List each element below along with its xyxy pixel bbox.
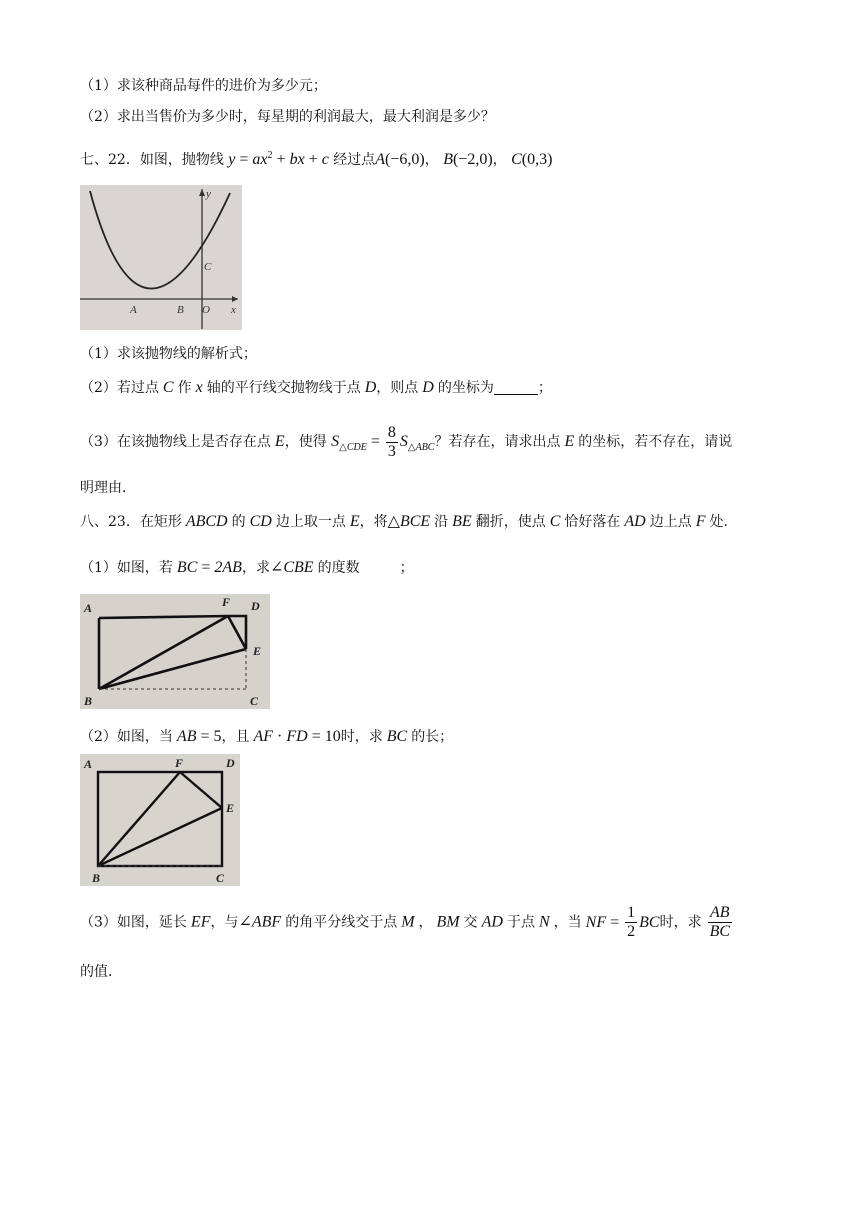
q22-part3: （3）在该抛物线上是否存在点 E，使得 $S_{\triangle CDE}$ = $\frac{8}{3}$ $S_{\triangle ABC}$？若存在，请求出点 E 的坐标，若不存在，请说 <box>80 424 733 460</box>
q23-part3-cont: 的值． <box>80 964 122 980</box>
q22-part1: （1）求该抛物线的解析式； <box>80 346 257 362</box>
label-c: C <box>216 871 225 885</box>
label-d: D <box>251 599 260 613</box>
label-o: O <box>202 304 210 316</box>
y-axis-label: y <box>206 188 211 200</box>
label-b: B <box>177 304 184 316</box>
label-e: E <box>226 801 235 815</box>
x-axis-label: x <box>231 304 236 316</box>
label-b: B <box>84 694 93 708</box>
parabola-equation: $y = ax^2$ + bx + c <box>228 150 329 168</box>
label-b: B <box>92 871 101 885</box>
q22-part2: （2）若过点 C 作 x 轴的平行线交抛物线于点 D，则点 D 的坐标为 ； <box>80 379 552 396</box>
q22-part3-cont: 明理由． <box>80 480 136 496</box>
label-a: A <box>84 601 93 615</box>
rectangle-figure-2 <box>80 754 240 886</box>
rectangle-figure-1 <box>80 594 270 709</box>
point-a: A(−6,0) <box>375 151 425 168</box>
label-f: F <box>175 756 184 770</box>
q23-stem: 八、23．在矩形 ABCD 的 CD 边上取一点 E，将△BCE 沿 BE 翻折，使点 C 恰好落在 AD 边上点 F 处． <box>80 513 738 530</box>
q21-part1: （1）求该种商品每件的进价为多少元； <box>80 78 327 94</box>
area-equation: $S_{\triangle CDE}$ = $\frac{8}{3}$ $S_{\triangle ABC}$ <box>331 424 435 460</box>
label-f: F <box>222 595 231 609</box>
point-b: B(−2,0) <box>443 151 493 168</box>
point-c: C(0,3) <box>511 151 553 168</box>
q23-part2: （2）如图，当 AB = 5，且 AF · FD = 10时，求 BC 的长； <box>80 728 454 745</box>
parabola-figure <box>80 185 242 330</box>
answer-blank <box>494 382 538 395</box>
label-c: C <box>250 694 259 708</box>
q23-part3: （3）如图，延长 EF，与∠ABF 的角平分线交于点 M ， BM 交 AD 于点 N ，当 NF = $\frac{1}{2}$ BC时，求 $\frac{AB}{BC}$ <box>80 904 731 941</box>
q23-part1: （1）如图，若 BC = 2AB，求∠CBE 的度数 ； <box>80 559 414 576</box>
q22-stem: 七、22．如图，抛物线 $y = ax^2$ + bx + c 经过点A(−6,0)， B(−2,0)， C(0,3) <box>80 150 553 168</box>
label-e: E <box>253 644 262 658</box>
ratio-ab-bc: $\frac{AB}{BC}$ <box>709 904 731 940</box>
q21-part2: （2）求出当售价为多少时，每星期的利润最大，最大利润是多少？ <box>80 109 495 125</box>
label-d: D <box>226 756 235 770</box>
label-a: A <box>130 304 137 316</box>
label-c: C <box>204 261 212 273</box>
label-a: A <box>84 757 93 771</box>
